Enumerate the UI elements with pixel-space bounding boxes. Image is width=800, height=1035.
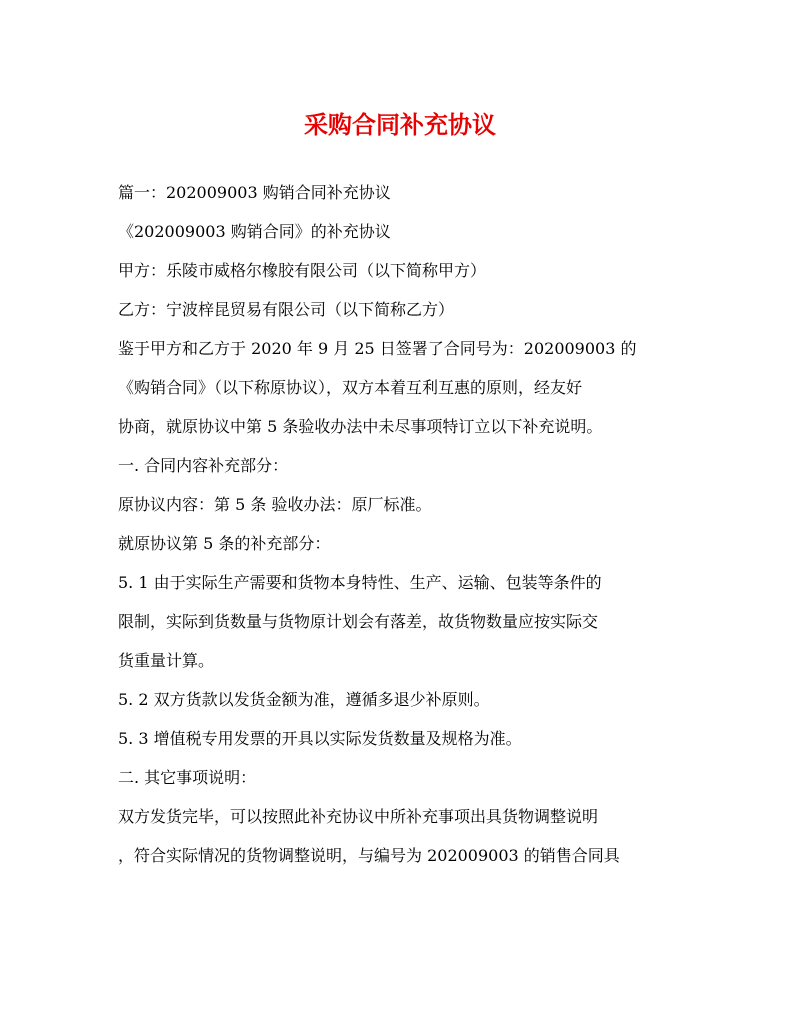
- text-line: 二. 其它事项说明：: [118, 768, 257, 787]
- text-line: 5. 1 由于实际生产需要和货物本身特性、生产、运输、包装等条件的: [118, 573, 602, 592]
- text-line: 双方发货完毕，可以按照此补充协议中所补充事项出具货物调整说明: [118, 807, 599, 826]
- text-line: 限制，实际到货数量与货物原计划会有落差，故货物数量应按实际交: [118, 612, 599, 631]
- text-line: 《202009003 购销合同》的补充协议: [118, 222, 391, 241]
- text-line: 篇一：202009003 购销合同补充协议: [118, 183, 391, 202]
- text-line: 《购销合同》（以下称原协议），双方本着互利互惠的原则，经友好: [118, 378, 583, 397]
- text-line: 乙方：宁波梓昆贸易有限公司（以下简称乙方）: [118, 300, 455, 319]
- text-line: 一. 合同内容补充部分：: [118, 456, 289, 475]
- document-title: 采购合同补充协议: [304, 110, 496, 139]
- document-body: [118, 181, 690, 883]
- text-line: ，符合实际情况的货物调整说明，与编号为 202009003 的销售合同具: [118, 846, 620, 865]
- text-line: 甲方：乐陵市威格尔橡胶有限公司（以下简称甲方）: [118, 261, 487, 280]
- text-line: 5. 2 双方货款以发货金额为准，遵循多退少补原则。: [118, 690, 490, 709]
- text-line: 鉴于甲方和乙方于 2020 年 9 月 25 日签署了合同号为：202009003 的: [118, 339, 637, 358]
- text-line: 原协议内容：第 5 条 验收办法：原厂标准。: [118, 495, 432, 514]
- text-line: 协商，就原协议中第 5 条验收办法中未尽事项特订立以下补充说明。: [118, 417, 603, 436]
- text-line: 5. 3 增值税专用发票的开具以实际发货数量及规格为准。: [118, 729, 522, 748]
- text-line: 货重量计算。: [118, 651, 215, 670]
- text-line: 就原协议第 5 条的补充部分：: [118, 534, 331, 553]
